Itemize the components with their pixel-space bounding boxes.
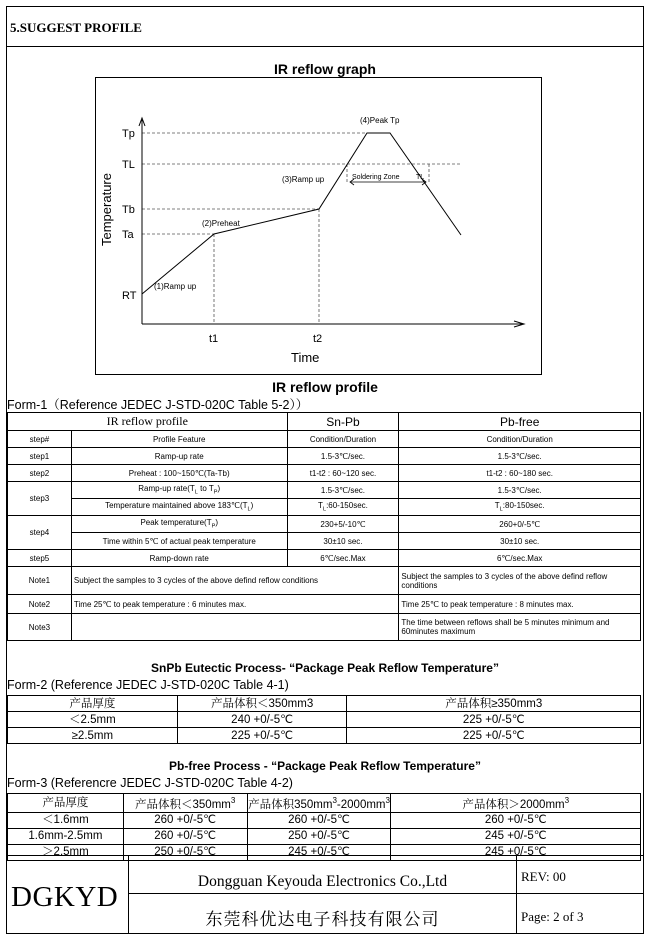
note-pbfree: Subject the samples to 3 cycles of the above defind reflow conditions (399, 567, 641, 595)
x-mark-t2: t2 (313, 333, 323, 345)
table-row (8, 812, 641, 828)
feature-cell: Ramp-up rate (71, 448, 287, 465)
note-snpb (71, 614, 399, 641)
feature-cell (71, 482, 287, 499)
feature-text: ) (250, 501, 254, 511)
company-logo: DGKYD (7, 856, 129, 934)
pbfree-cell: 260+0/-5℃ (399, 516, 641, 533)
header-text: 产品体积＜350mm (135, 798, 231, 811)
table-row (8, 728, 641, 744)
table-row (8, 550, 641, 567)
annotation-ramp-up-3: (3)Ramp up (282, 175, 325, 184)
cell-text: :60-150sec. (326, 501, 368, 511)
form3-caption: Form-3 (Referencre JEDEC J-STD-020C Table 4-2) (7, 776, 293, 790)
temp-cell: 250 +0/-5℃ (247, 828, 391, 844)
y-level-rt: RT (122, 290, 137, 302)
form1-subheader-step: step# (8, 431, 72, 448)
header-text: 产品体积350mm (248, 798, 333, 811)
y-level-ta: Ta (122, 229, 134, 241)
header-sup: 3 (564, 796, 570, 805)
cell-text: :80-150sec. (502, 501, 545, 511)
annotation-ramp-up-1: (1)Ramp up (154, 282, 197, 291)
form3-title: Pb-free Process - “Package Peak Reflow Temperature” (169, 759, 481, 773)
annotation-peak: (4)Peak Tp (360, 116, 400, 125)
feature-text: to T (197, 484, 214, 494)
y-level-tp: Tp (122, 128, 135, 140)
x-axis-label: Time (291, 350, 320, 365)
table-row (8, 465, 641, 482)
graph-title: IR reflow graph (274, 61, 376, 77)
feature-text: Temperature maintained above 183℃(T (105, 501, 248, 511)
temp-cell: 245 +0/-5℃ (247, 844, 391, 860)
snpb-cell: 230+5/-10℃ (287, 516, 399, 533)
feature-sub: P (211, 523, 216, 530)
header-text: 产品体积＞2000mm (462, 798, 565, 811)
note-pbfree: Time 25℃ to peak temperature : 8 minutes max. (399, 595, 641, 614)
temp-cell: 260 +0/-5℃ (123, 812, 247, 828)
snpb-cell: 6℃/sec.Max (287, 550, 399, 567)
header-sup: 3 (230, 796, 236, 805)
document-frame (6, 6, 644, 934)
header-sup: 3 (385, 796, 390, 805)
header-text: -2000mm (336, 798, 386, 811)
form1-header-pbfree: Pb-free (399, 413, 641, 431)
pbfree-cell (399, 499, 641, 516)
cell-sub: L (322, 506, 327, 513)
step-cell: step3 (8, 482, 72, 516)
table-row (8, 516, 641, 533)
feature-sub: L (194, 489, 198, 496)
temp-cell: 225 +0/-5℃ (347, 712, 641, 728)
thickness-cell: ＞2.5mm (8, 844, 124, 860)
note-label: Note3 (8, 614, 72, 641)
note-label: Note1 (8, 567, 72, 595)
form1-header-snpb: Sn-Pb (287, 413, 399, 431)
annotation-preheat: (2)Preheat (202, 219, 240, 228)
note-row (8, 614, 641, 641)
note-label: Note2 (8, 595, 72, 614)
annotation-zone-tl: TL (416, 174, 425, 181)
form1-table (7, 412, 641, 641)
snpb-cell (287, 499, 399, 516)
profile-title: IR reflow profile (272, 379, 378, 395)
form3-header-row (8, 794, 641, 813)
note-row (8, 595, 641, 614)
form2-title: SnPb Eutectic Process- “Package Peak Reflow Temperature” (151, 661, 499, 675)
feature-text: Peak temperature(T (140, 518, 212, 528)
step-cell: step5 (8, 550, 72, 567)
pbfree-cell: t1-t2 : 60~180 sec. (399, 465, 641, 482)
reflow-graph-svg (96, 78, 541, 374)
feature-text: ) (215, 518, 218, 528)
table-row (8, 482, 641, 499)
step-cell: step2 (8, 465, 72, 482)
step-cell: step1 (8, 448, 72, 465)
note-snpb: Subject the samples to 3 cycles of the above defind reflow conditions (71, 567, 399, 595)
temp-cell: 245 +0/-5℃ (391, 844, 641, 860)
note-pbfree: The time between reflows shall be 5 minutes minimum and 60minutes maximum (399, 614, 641, 641)
snpb-cell: t1-t2 : 60~120 sec. (287, 465, 399, 482)
company-name-en: Dongguan Keyouda Electronics Co.,Ltd (129, 856, 517, 894)
temp-cell: 225 +0/-5℃ (177, 728, 347, 744)
temp-cell: 260 +0/-5℃ (391, 812, 641, 828)
y-level-tb: Tb (122, 204, 135, 216)
form3-table (7, 793, 641, 861)
table-row (8, 499, 641, 516)
temp-cell: 250 +0/-5℃ (123, 844, 247, 860)
feature-text: ) (217, 484, 221, 494)
pbfree-cell: 6℃/sec.Max (399, 550, 641, 567)
annotation-soldering-zone: Soldering Zone (352, 174, 400, 181)
reflow-graph (95, 77, 542, 375)
snpb-cell: 1.5-3℃/sec. (287, 482, 399, 499)
cell-text: T (494, 501, 500, 511)
table-row (8, 533, 641, 550)
step-cell: step4 (8, 516, 72, 550)
feature-sub: P (213, 489, 218, 496)
footer (7, 855, 643, 933)
y-level-tl: TL (122, 159, 135, 171)
form1-subheader-row (8, 431, 641, 448)
form1-subheader-snpb: Condition/Duration (287, 431, 399, 448)
temp-cell: 245 +0/-5℃ (391, 828, 641, 844)
feature-cell: Preheat : 100~150℃(Ta-Tb) (71, 465, 287, 482)
pbfree-cell: 1.5-3℃/sec. (399, 482, 641, 499)
cell-text: T (318, 501, 323, 511)
company-name-cn: 东莞科优达电子科技有限公司 (129, 894, 517, 934)
x-mark-t1: t1 (209, 333, 219, 345)
revision-label: REV: 00 (517, 856, 643, 894)
form1-subheader-feature: Profile Feature (71, 431, 287, 448)
form2-caption: Form-2 (Reference JEDEC J-STD-020C Table 4-1) (7, 678, 289, 692)
form2-header-thickness: 产品厚度 (8, 696, 178, 712)
pbfree-cell: 30±10 sec. (399, 533, 641, 550)
page-number: Page: 2 of 3 (521, 909, 584, 924)
temp-cell: 260 +0/-5℃ (247, 812, 391, 828)
temp-cell: 240 +0/-5℃ (177, 712, 347, 728)
pbfree-cell: 1.5-3℃/sec. (399, 448, 641, 465)
reflow-curve (142, 133, 461, 294)
header-sup: 3 (332, 796, 337, 805)
form2-header-vol-large: 产品体积≥350mm3 (347, 696, 641, 712)
table-row (8, 448, 641, 465)
thickness-cell: ＜2.5mm (8, 712, 178, 728)
snpb-cell: 30±10 sec. (287, 533, 399, 550)
feature-sub: L (247, 506, 251, 513)
form1-header-row (8, 413, 641, 431)
form1-header-profile: IR reflow profile (8, 413, 288, 431)
feature-cell: Ramp-down rate (71, 550, 287, 567)
form3-header-thickness: 产品厚度 (8, 794, 124, 813)
form3-header-vol-large (391, 794, 641, 813)
table-row (8, 712, 641, 728)
thickness-cell: ＜1.6mm (8, 812, 124, 828)
form1-caption: Form-1（Reference JEDEC J-STD-020C Table 5-2）） (7, 398, 309, 412)
feature-cell (71, 499, 287, 516)
form3-header-vol-small (123, 794, 247, 813)
form1-subheader-pbfree: Condition/Duration (399, 431, 641, 448)
thickness-cell: 1.6mm-2.5mm (8, 828, 124, 844)
temp-cell: 225 +0/-5℃ (347, 728, 641, 744)
snpb-cell: 1.5-3℃/sec. (287, 448, 399, 465)
table-row (8, 828, 641, 844)
form2-header-vol-small: 产品体积＜350mm3 (177, 696, 347, 712)
temp-cell: 260 +0/-5℃ (123, 828, 247, 844)
form2-table (7, 695, 641, 744)
section-title: 5.SUGGEST PROFILE (7, 7, 643, 47)
feature-cell (71, 516, 287, 533)
note-row (8, 567, 641, 595)
note-snpb: Time 25℃ to peak temperature : 6 minutes max. (71, 595, 399, 614)
thickness-cell: ≥2.5mm (8, 728, 178, 744)
feature-text: Ramp-up rate(T (138, 484, 195, 494)
form3-header-vol-mid (247, 794, 391, 813)
cell-sub: L (499, 506, 503, 513)
form2-header-row (8, 696, 641, 712)
y-axis-label: Temperature (99, 173, 114, 246)
feature-cell: Time within 5℃ of actual peak temperature (71, 533, 287, 550)
